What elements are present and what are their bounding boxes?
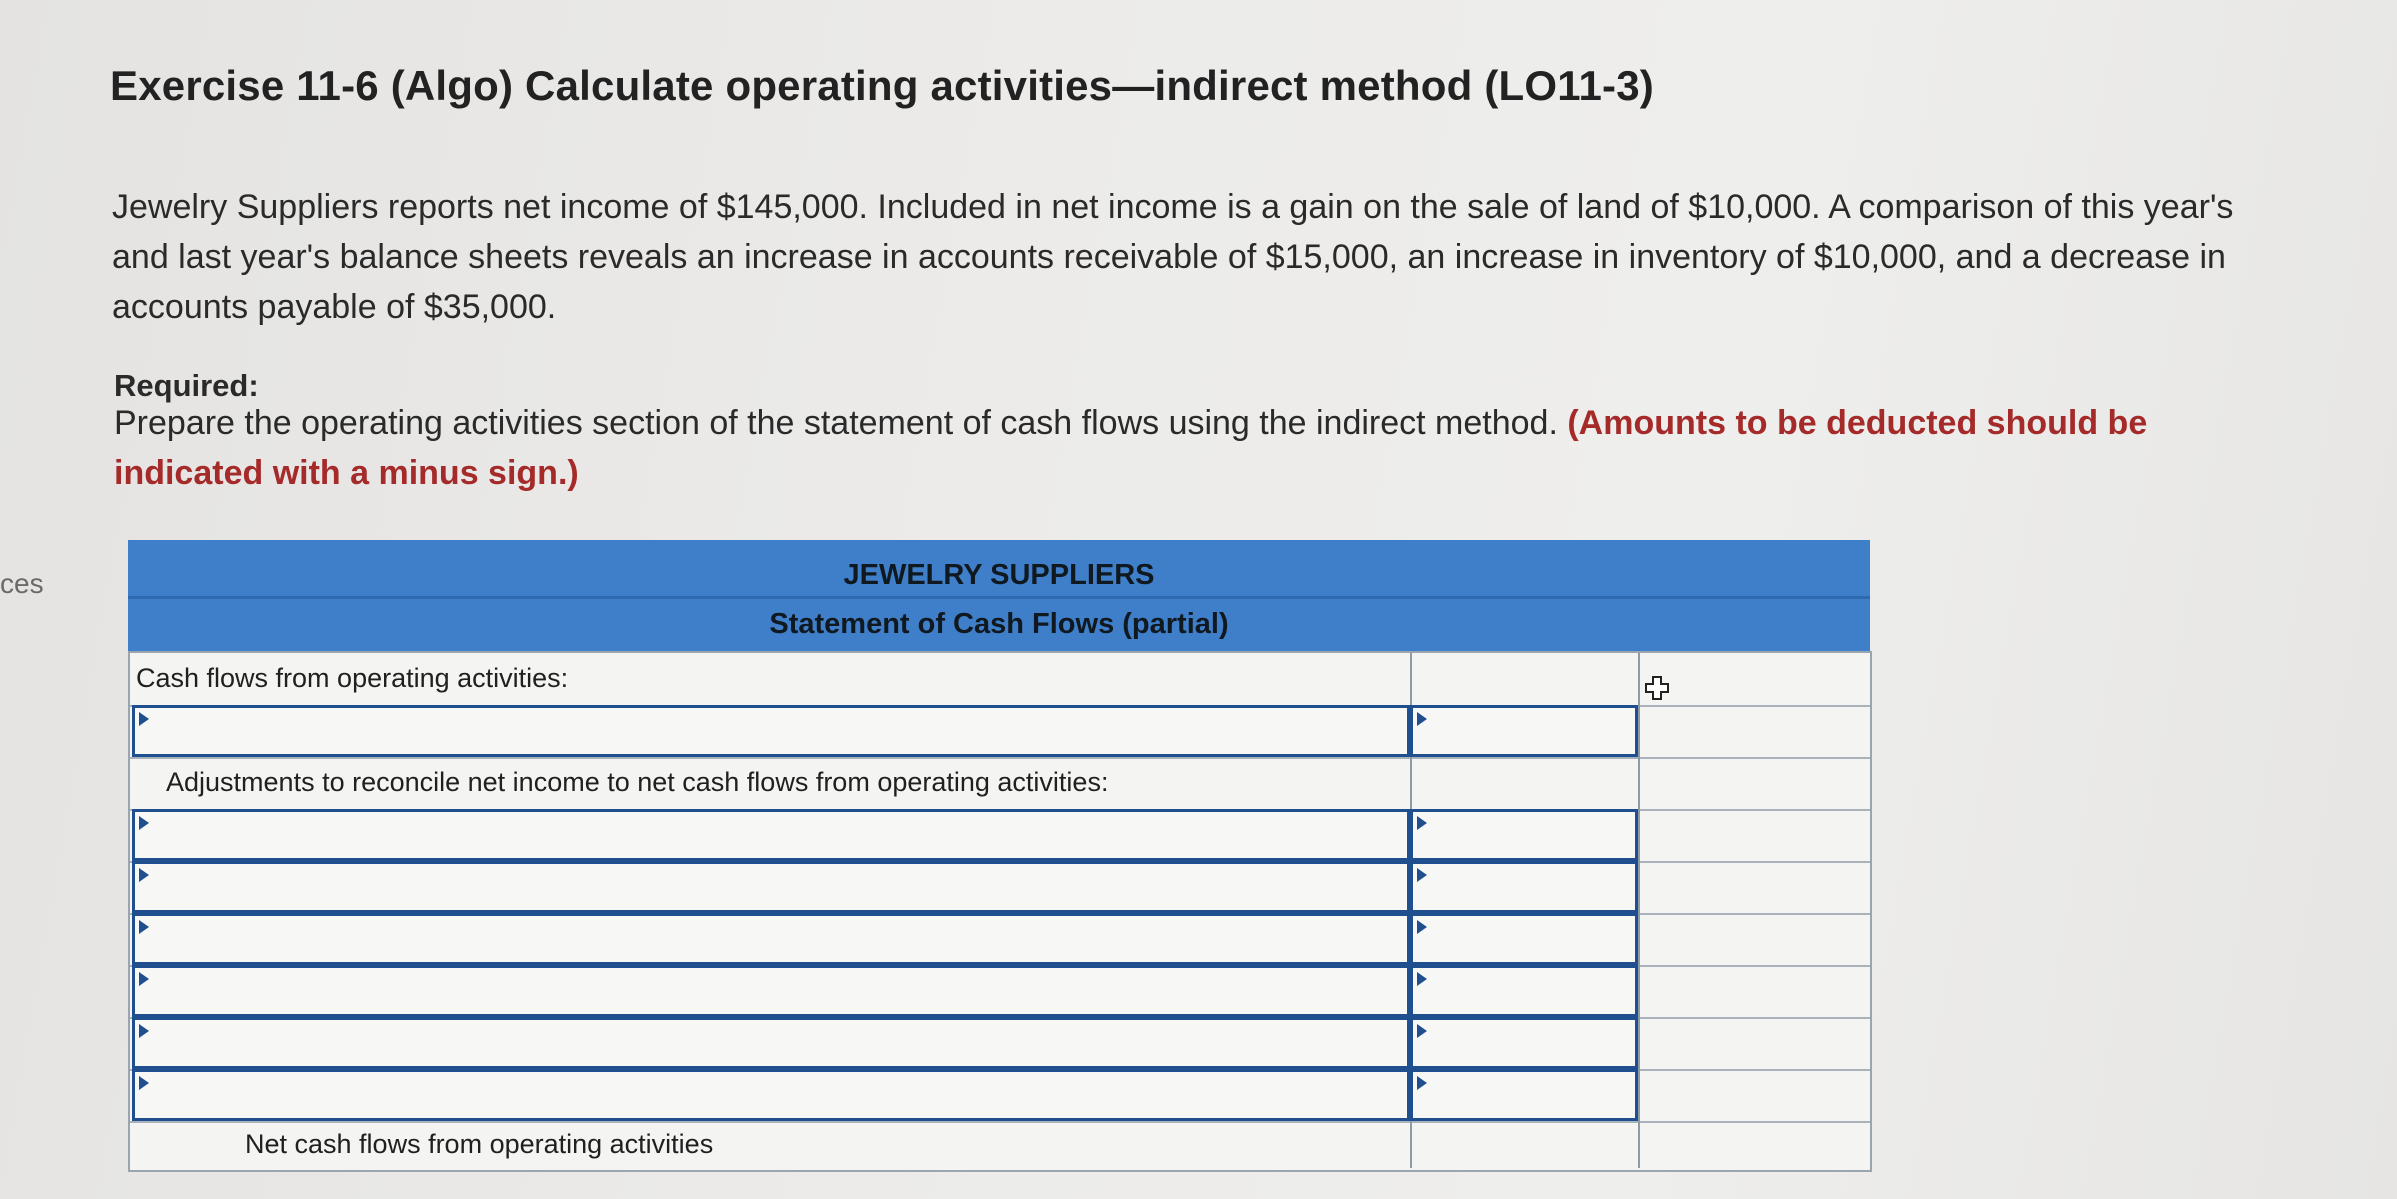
dropdown-arrow-icon: [1417, 816, 1427, 830]
cash-flows-row: [130, 653, 1870, 707]
amount-input[interactable]: [1410, 705, 1638, 757]
plus-cursor-icon: [1644, 675, 1670, 701]
total-cell: [1638, 809, 1870, 861]
total-cell: [1638, 705, 1870, 757]
amount-input[interactable]: [1410, 1069, 1638, 1121]
side-tab-label[interactable]: ces: [0, 568, 44, 599]
adjustment-input-row-4[interactable]: [130, 965, 1870, 1019]
statement-grid: [128, 651, 1872, 1172]
required-label: Required:: [114, 368, 259, 403]
dropdown-arrow-icon: [139, 920, 149, 934]
dropdown-arrow-icon: [139, 816, 149, 830]
dropdown-arrow-icon: [139, 868, 149, 882]
total-cell: [1638, 913, 1870, 965]
total-cell: [1638, 965, 1870, 1017]
total-cell: [1638, 1069, 1870, 1121]
net-income-input-row[interactable]: [130, 705, 1870, 759]
dropdown-arrow-icon: [139, 1076, 149, 1090]
dropdown-arrow-icon: [1417, 1024, 1427, 1038]
required-text: Prepare the operating activities section of the statement of cash flows using the indirect method.: [114, 404, 1558, 442]
amount-input[interactable]: [1410, 965, 1638, 1017]
adjustment-input-row-2[interactable]: [130, 861, 1870, 915]
exercise-title: Exercise 11-6 (Algo) Calculate operating activities—indirect method (LO11-3): [110, 62, 1654, 109]
dropdown-arrow-icon: [139, 712, 149, 726]
adjustments-label-cell: [130, 757, 1410, 809]
dropdown-arrow-icon: [1417, 868, 1427, 882]
dropdown-arrow-icon: [1417, 920, 1427, 934]
line-item-input[interactable]: [132, 1069, 1410, 1121]
net-cash-flows-row: [130, 1121, 1870, 1168]
cash-flows-label: Cash flows from operating activities:: [136, 663, 569, 693]
net-cash-flows-total-cell[interactable]: [1638, 1121, 1870, 1168]
adjustments-amount-cell: [1410, 757, 1638, 809]
adjustments-label: Adjustments to reconcile net income to net cash flows from operating activities:: [166, 767, 1109, 797]
statement-subtitle: Statement of Cash Flows (partial): [128, 599, 1870, 651]
statement-company: JEWELRY SUPPLIERS: [128, 540, 1870, 599]
line-item-input[interactable]: [132, 861, 1410, 913]
required-instructions: [114, 398, 2264, 498]
adjustment-input-row-3[interactable]: [130, 913, 1870, 967]
adjustments-row: [130, 757, 1870, 811]
dropdown-arrow-icon: [139, 972, 149, 986]
line-item-input[interactable]: [132, 965, 1410, 1017]
total-cell: [1638, 1017, 1870, 1069]
adjustment-input-row-5[interactable]: [130, 1017, 1870, 1071]
amount-input[interactable]: [1410, 861, 1638, 913]
dropdown-arrow-icon: [139, 1024, 149, 1038]
cash-flows-amount-cell: [1410, 653, 1638, 705]
adjustment-input-row-6[interactable]: [130, 1069, 1870, 1123]
amount-input[interactable]: [1410, 1017, 1638, 1069]
amount-input[interactable]: [1410, 809, 1638, 861]
cash-flows-label-cell: [130, 653, 1410, 705]
statement-table: [128, 540, 1870, 1168]
net-cash-flows-label: Net cash flows from operating activities: [245, 1129, 714, 1159]
dropdown-arrow-icon: [1417, 1076, 1427, 1090]
total-cell: [1638, 861, 1870, 913]
cash-flows-total-cell: [1638, 653, 1870, 705]
line-item-input[interactable]: [132, 913, 1410, 965]
dropdown-arrow-icon: [1417, 712, 1427, 726]
net-cash-flows-amount-cell: [1410, 1121, 1638, 1168]
adjustment-input-row-1[interactable]: [130, 809, 1870, 863]
amount-input[interactable]: [1410, 913, 1638, 965]
problem-text: Jewelry Suppliers reports net income of $145,000. Included in net income is a gain on the sale of land of $10,000. A comparison of this year's and last year's balance sheets reveals an increase in accounts receivable of $15,000, an increase in inventory of $10,000, and a decrease in accounts payable of $35,000.: [112, 188, 2234, 326]
line-item-input[interactable]: [132, 1017, 1410, 1069]
line-item-input[interactable]: [132, 809, 1410, 861]
net-cash-flows-label-cell: [130, 1121, 1410, 1168]
adjustments-total-cell: [1638, 757, 1870, 809]
dropdown-arrow-icon: [1417, 972, 1427, 986]
required-note: (Amounts to be deducted should be indicated with a minus sign.): [114, 404, 2148, 492]
line-item-input[interactable]: [132, 705, 1410, 757]
